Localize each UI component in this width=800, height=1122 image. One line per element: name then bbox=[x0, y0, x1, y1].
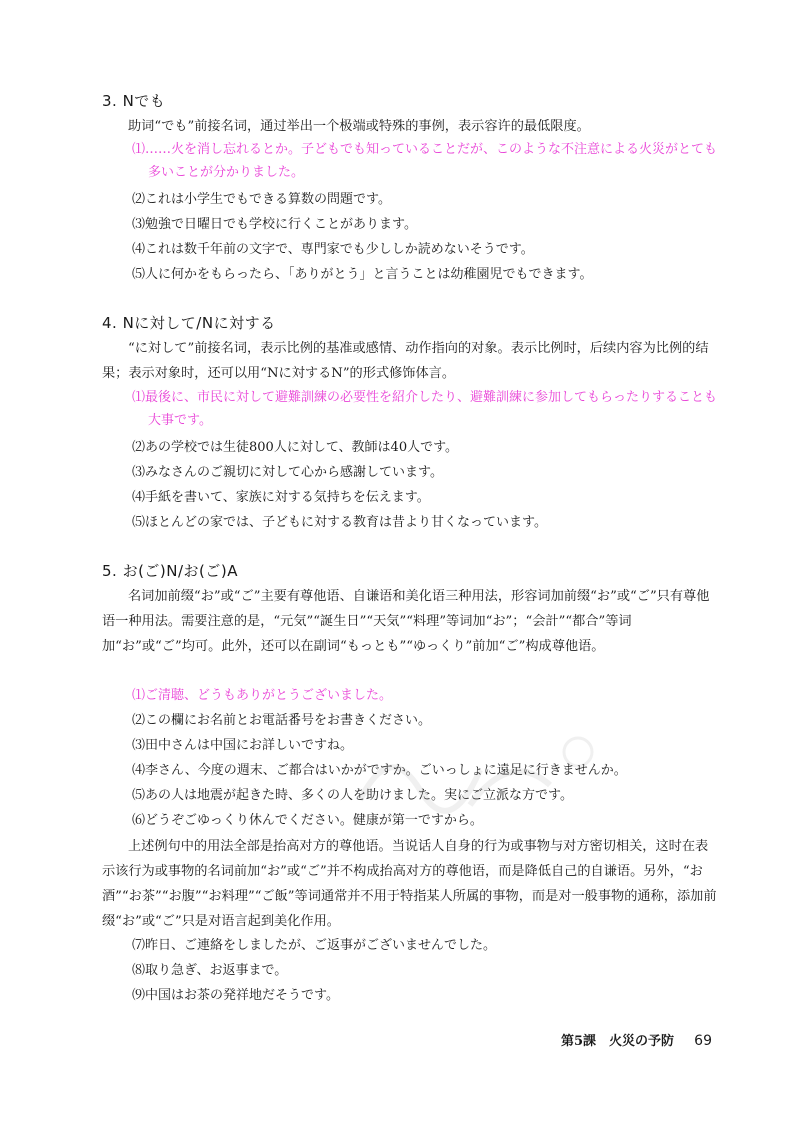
section-4-example-5: ⑸ほとんどの家では、子どもに対する教育は昔より甘くなっています。 bbox=[132, 515, 547, 530]
section-3-intro: 助词“でも”前接名词，通过举出一个极端或特殊的事例，表示容许的最低限度。 bbox=[128, 119, 590, 134]
section-4-intro: “に対して”前接名词，表示比例的基准或感情、动作指向的对象。表示比例时，后续内容为比例的结果；表示对象时，还可以用“Nに対するN”的形式修饰体言。 bbox=[102, 341, 709, 381]
section-3-example-1: ⑴……火を消し忘れるとか。子どもでも知っていることだが、このような不注意による火災がとても多いことが分かりました。 bbox=[132, 142, 718, 180]
section-5-example-3: ⑶田中さんは中国にお詳しいですね。 bbox=[132, 738, 354, 753]
page-footer bbox=[561, 1030, 712, 1049]
section-5-example-6: ⑹どうぞごゆっくり休んでください。健康が第一ですから。 bbox=[132, 813, 483, 828]
section-5-example-4: ⑷李さん、今度の週末、ご都合はいかがですか。ごいっしょに遠足に行きませんか。 bbox=[132, 763, 627, 778]
section-5-example-1: ⑴ご清聴、どうもありがとうございました。 bbox=[132, 688, 393, 703]
section-3-example-2: ⑵これは小学生でもできる算数の問題です。 bbox=[132, 192, 391, 207]
section-3-heading: 3. Nでも bbox=[102, 92, 166, 110]
footer-lesson-title: 第5課 火災の予防 bbox=[560, 1034, 675, 1049]
watermark-logo bbox=[350, 730, 600, 820]
section-5-example-9: ⑼中国はお茶の発祥地だそうです。 bbox=[132, 988, 339, 1003]
section-5-note: 上述例句中的用法全部是抬高对方的尊他语。当说话人自身的行为或事物与对方密切相关，这时在表示该行为或事物的名词前加“お”或“ご”并不构成抬高对方的尊他语，而是降低自己的自谦语。另外，“お酒”“お茶”“お腹”“お料理”“ご飯”等词通常并不用于特指某人所属的事物，而是对一般事物的通称，添加前缀“お”或“ご”只是对语言起到美化作用。 bbox=[102, 839, 717, 929]
section-3-example-3: ⑶勉強で日曜日でも学校に行くことがあります。 bbox=[132, 217, 417, 232]
section-4-example-3: ⑶みなさんのご親切に対して心から感謝しています。 bbox=[132, 465, 443, 480]
page-number: 69 bbox=[694, 1033, 712, 1049]
section-4-example-4: ⑷手紙を書いて、家族に対する気持ちを伝えます。 bbox=[132, 490, 430, 505]
section-5-intro: 名词加前缀“お”或“ご”主要有尊他语、自谦语和美化语三种用法，形容词加前缀“お”或“ご”只有尊他语一种用法。需要注意的是，“元気”“誕生日”“天気”“料理”等词加“お”；“会計”“都合”等词加“お”或“ご”均可。此外，还可以在副词“もっとも”“ゆっくり”前加“ご”构成尊他语。 bbox=[102, 589, 710, 654]
section-3-example-4: ⑷これは数千年前の文字で、専門家でも少ししか読めないそうです。 bbox=[132, 242, 534, 257]
section-5-example-7: ⑺昨日、ご連絡をしましたが、ご返事がございませんでした。 bbox=[132, 938, 497, 953]
section-4-example-2: ⑵あの学校では生徒800人に対して、教師は40人です。 bbox=[132, 440, 459, 455]
section-3-example-5: ⑸人に何かをもらったら、「ありがとう」と言うことは幼稚園児でもできます。 bbox=[132, 267, 593, 282]
section-4-example-1: ⑴最後に、市民に対して避難訓練の必要性を紹介したり、避難訓練に参加してもらったりすることも大事です。 bbox=[132, 390, 718, 428]
section-5-example-2: ⑵この欄にお名前とお電話番号をお書きください。 bbox=[132, 713, 432, 728]
section-5-heading: 5. お(ご)N/お(ご)A bbox=[102, 562, 239, 580]
section-5-example-5: ⑸あの人は地震が起きた時、多くの人を助けました。実にご立派な方です。 bbox=[132, 788, 573, 803]
section-5-example-8: ⑻取り急ぎ、お返事まで。 bbox=[132, 963, 288, 978]
section-4-heading: 4. Nに対して/Nに対する bbox=[102, 314, 276, 332]
